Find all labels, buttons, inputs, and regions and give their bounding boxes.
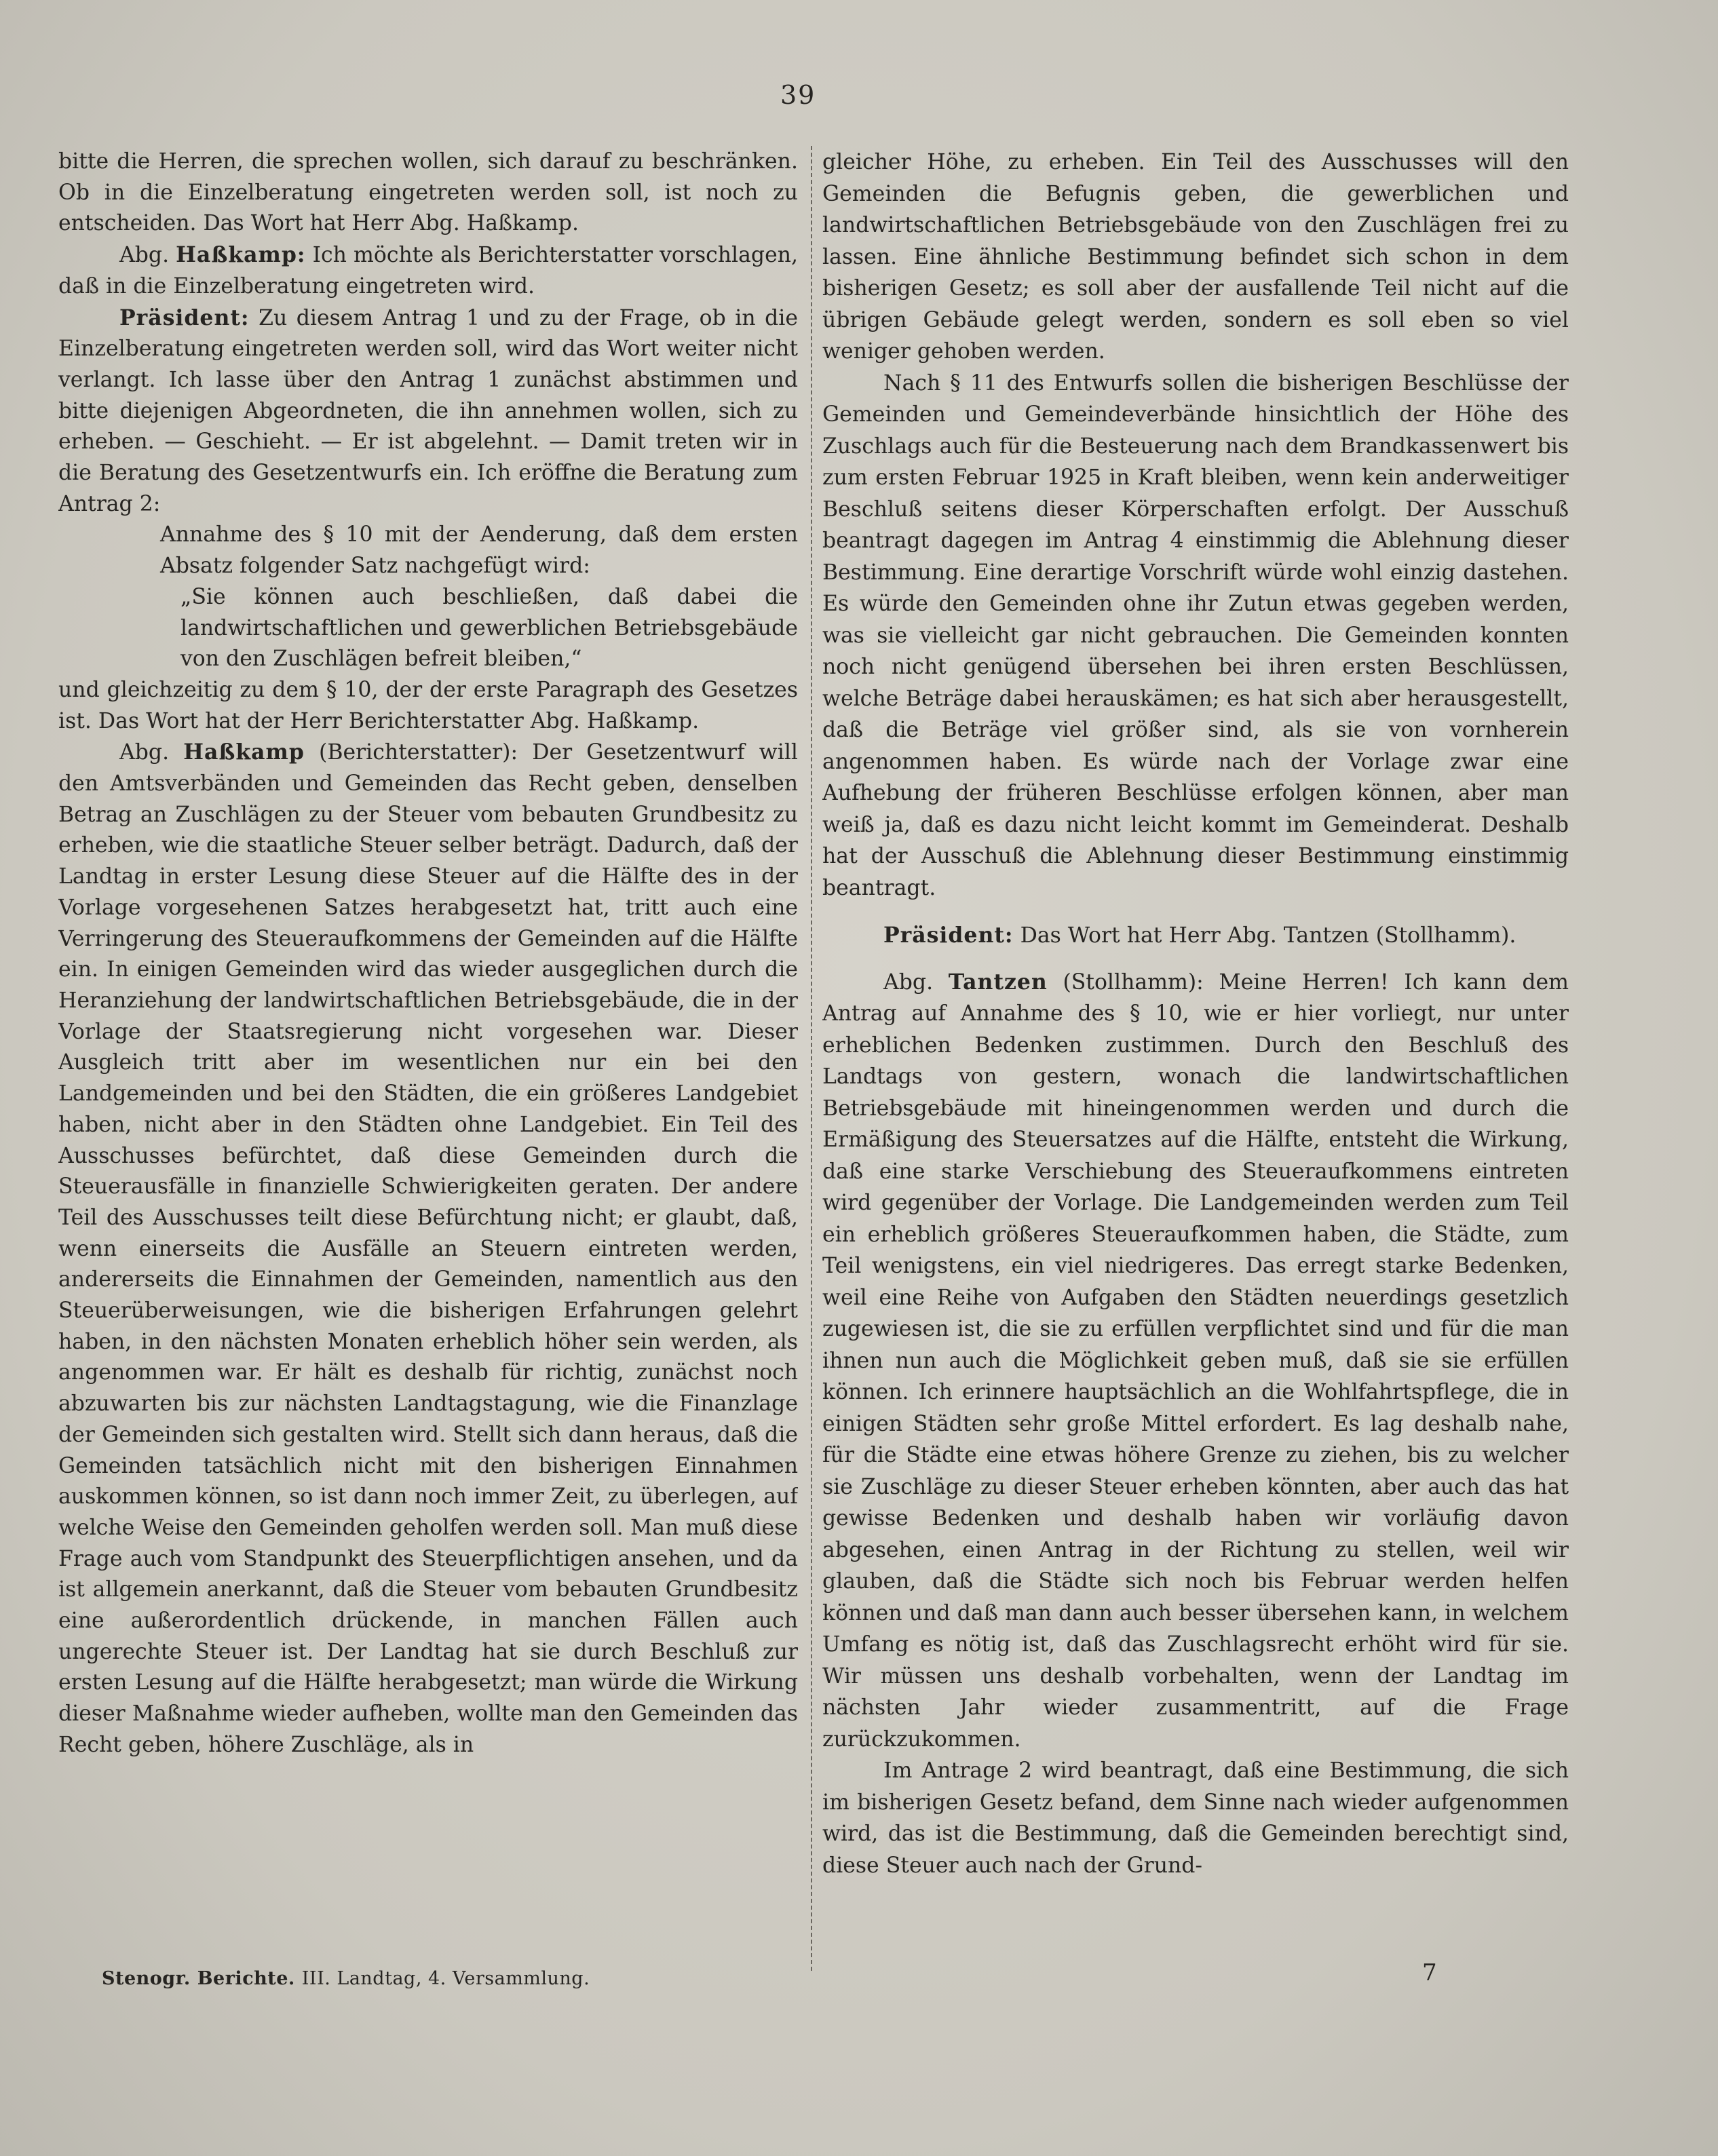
paragraph: Nach § 11 des Entwurfs sollen die bisherigen Beschlüsse der Gemeinden und Gemeindeverbände hinsichtlich der Höhe des Zuschlags auch für die Besteuerung nach dem Brandkassenwert bis zum ersten Februar 1925 in Kraft bleiben, wenn kein anderweitiger Beschluß seitens dieser Körperschaften erfolgt. Der Ausschuß beantragt dagegen im Antrag 4 einstimmig die Ablehnung dieser Bestimmung. Eine derartige Vorschrift würde wohl einzig dastehen. Es würde den Gemeinden ohne ihr Zutun etwas gegeben werden, was sie vielleicht gar nicht gebrauchen. Die Gemeinden konnten noch nicht genügend übersehen bei ihren ersten Beschlüssen, welche Beträge dabei herauskämen; es hat sich aber herausgestellt, daß die Beträge viel größer sind, als sie von vornherein angenommen haben. Es würde nach der Vorlage zwar eine Aufhebung der früheren Beschlüsse erfolgen können, aber man weiß ja, daß es dazu nicht leicht kommt im Gemeinderat. Deshalb hat der Ausschuß die Ablehnung dieser Bestimmung einstimmig beantragt. [822, 370, 1569, 900]
speech-text: (Berichterstatter): Der Gesetzentwurf will den Amtsverbänden und Gemeinden das Recht geben, denselben Betrag an Zuschlägen zu der Steuer vom bebauten Grundbesitz zu erheben, wie die staatliche Steuer selber beträgt. Dadurch, daß der Landtag in erster Lesung diese Steuer auf die Hälfte des in der Vorlage vorgesehenen Satzes herabgesetzt hat, tritt auch eine Verringerung des Steueraufkommens der Gemeinden auf die Hälfte ein. In einigen Gemeinden wird das wieder ausgeglichen durch die Heranziehung der landwirtschaftlichen Betriebsgebäude, die in der Vorlage der Staatsregierung nicht vorgesehen war. Dieser Ausgleich tritt aber im wesentlichen nur ein bei den Landgemeinden und bei den Städten, die ein größeres Landgebiet haben, nicht aber in den Städten ohne Landgebiet. Ein Teil des Ausschusses befürchtet, daß diese Gemeinden durch die Steuerausfälle in finanzielle Schwierigkeiten geraten. Der andere Teil des Ausschusses teilt diese Befürchtung nicht; er glaubt, daß, wenn einerseits die Ausfälle an Steuern eintreten werden, andererseits die Einnahmen der Gemeinden, namentlich aus den Steuerüberweisungen, wie die bisherigen Erfahrungen gelehrt haben, in den nächsten Monaten erheblich höher sein werden, als angenommen war. Er hält es deshalb für richtig, zunächst noch abzuwarten bis zur nächsten Landtagstagung, wie die Finanzlage der Gemeinden sich gestalten wird. Stellt sich dann heraus, daß die Gemeinden tatsächlich nicht mit den bisherigen Einnahmen auskommen können, so ist dann noch immer Zeit, zu überlegen, auf welche Weise den Gemeinden geholfen werden soll. Man muß diese Frage auch vom Standpunkt des Steuerpflichtigen ansehen, und da ist allgemein anerkannt, daß die Steuer vom bebauten Grundbesitz eine außerordentlich drückende, in manchen Fällen auch ungerechte Steuer ist. Der Landtag hat sie durch Beschluß zur ersten Lesung auf die Hälfte herabgesetzt; man würde die Wirkung dieser Maßnahme wieder aufheben, wollte man den Gemeinden das Recht geben, höhere Zuschläge, als in [58, 740, 798, 1757]
paragraph: bitte die Herren, die sprechen wollen, sich darauf zu beschränken. Ob in die Einzelberatung eingetreten werden soll, ist noch zu entscheiden. Das Wort hat Herr Abg. Haßkamp. [58, 149, 798, 236]
right-column [822, 147, 1569, 1951]
sheet-signature: 7 [1422, 1959, 1437, 1986]
speech-paragraph [822, 920, 1569, 952]
speech-text: Das Wort hat Herr Abg. Tantzen (Stollhamm). [1020, 923, 1516, 948]
speaker-name: Präsident: [119, 305, 250, 330]
speaker-name: Haßkamp [183, 739, 305, 765]
spacer [822, 904, 1569, 920]
page-number: 39 [780, 80, 816, 110]
speech-paragraph [58, 239, 798, 302]
motion-quote: Annahme des § 10 mit der Aenderung, daß dem ersten Absatz folgender Satz nachgefügt wird: [160, 522, 798, 579]
footer-session: III. Landtag, 4. Versammlung. [301, 1968, 590, 1989]
speech-text: Zu diesem Antrag 1 und zu der Frage, ob in die Einzelberatung eingetreten werden soll, wird das Wort weiter nicht verlangt. Ich lasse über den Antrag 1 zunächst abstimmen und bitte diejenigen Abgeordneten, die ihn annehmen wollen, sich zu erheben. — Geschieht. — Er ist abgelehnt. — Damit treten wir in die Beratung des Gesetzentwurfs ein. Ich eröffne die Beratung zum Antrag 2: [58, 305, 798, 516]
speech-text: Ich möchte als Berichterstatter vorschlagen, daß in die Einzelberatung eingetreten wird. [58, 243, 798, 299]
paragraph: Im Antrage 2 wird beantragt, daß eine Bestimmung, die sich im bisherigen Gesetz befand, dem Sinne nach wieder aufgenommen wird, das ist die Bestimmung, daß die Gemeinden berechtigt sind, diese Steuer auch nach der Grund- [822, 1758, 1569, 1878]
speaker-role: Abg. [119, 243, 170, 268]
footer-title: Stenogr. Berichte. [102, 1968, 295, 1989]
speech-paragraph [58, 737, 798, 1760]
speech-paragraph [58, 303, 798, 520]
paragraph: gleicher Höhe, zu erheben. Ein Teil des Ausschusses will den Gemeinden die Befugnis geben, die gewerblichen und landwirtschaftlichen Betriebsgebäude von den Zuschlägen frei zu lassen. Eine ähnliche Bestimmung befindet sich schon in dem bisherigen Gesetz; es soll aber der ausfallende Teil nicht auf die übrigen Gebäude gelegt werden, sondern es soll eben so viel weniger gehoben werden. [822, 150, 1569, 364]
left-column [58, 147, 798, 1951]
speech-text: (Stollhamm): Meine Herren! Ich kann dem Antrag auf Annahme des § 10, wie er hier vorliegt, nur unter erheblichen Bedenken zustimmen. Durch den Beschluß des Landtags von gestern, wonach die landwirtschaftlichen Betriebsgebäude mit hineingenommen werden und durch die Ermäßigung des Steuersatzes auf die Hälfte, entsteht die Wirkung, daß eine starke Verschiebung des Steueraufkommens eintreten wird gegenüber der Vorlage. Die Landgemeinden werden zum Teil ein erheblich größeres Steueraufkommen haben, die Städte, zum Teil wenigstens, ein viel niedrigeres. Das erregt starke Bedenken, weil eine Reihe von Aufgaben den Städten neuerdings gesetzlich zugewiesen ist, die sie zu erfüllen verpflichtet sind und für die man ihnen nun auch die Möglichkeit geben muß, daß sie sie erfüllen können. Ich erinnere hauptsächlich an die Wohlfahrtspflege, die in einigen Städten sehr große Mittel erfordert. Es lag deshalb nahe, für die Städte eine etwas höhere Grenze zu ziehen, bis zu welcher sie Zuschläge zu dieser Steuer erheben könnten, aber auch das hat gewisse Bedenken und deshalb haben wir vorläufig davon abgesehen, einen Antrag in der Richtung zu stellen, weil wir glauben, daß die Städte sich noch bis Februar werden helfen können und daß man dann auch besser übersehen kann, in welchem Umfang es nötig ist, daß das Zuschlagsrecht erhöht wird für sie. Wir müssen uns deshalb vorbehalten, wenn der Landtag im nächsten Jahr wieder zusammentritt, auf die Frage zurückzukommen. [822, 969, 1569, 1752]
speaker-name: Tantzen [948, 969, 1048, 995]
speaker-name: Haßkamp: [176, 242, 306, 268]
speaker-role: Abg. [883, 969, 934, 995]
speech-paragraph [822, 967, 1569, 1756]
column-divider [811, 146, 812, 1971]
footer [102, 1968, 590, 1989]
spacer [822, 952, 1569, 967]
motion-quote-inner: „Sie können auch beschließen, daß dabei die landwirtschaftlichen und gewerblichen Betriebsgebäude von den Zuschlägen befreit bleiben,“ [180, 584, 798, 672]
speaker-name: Präsident: [883, 923, 1014, 948]
speaker-role: Abg. [119, 740, 170, 765]
paragraph: und gleichzeitig zu dem § 10, der der erste Paragraph des Gesetzes ist. Das Wort hat der Herr Berichterstatter Abg. Haßkamp. [58, 677, 798, 733]
